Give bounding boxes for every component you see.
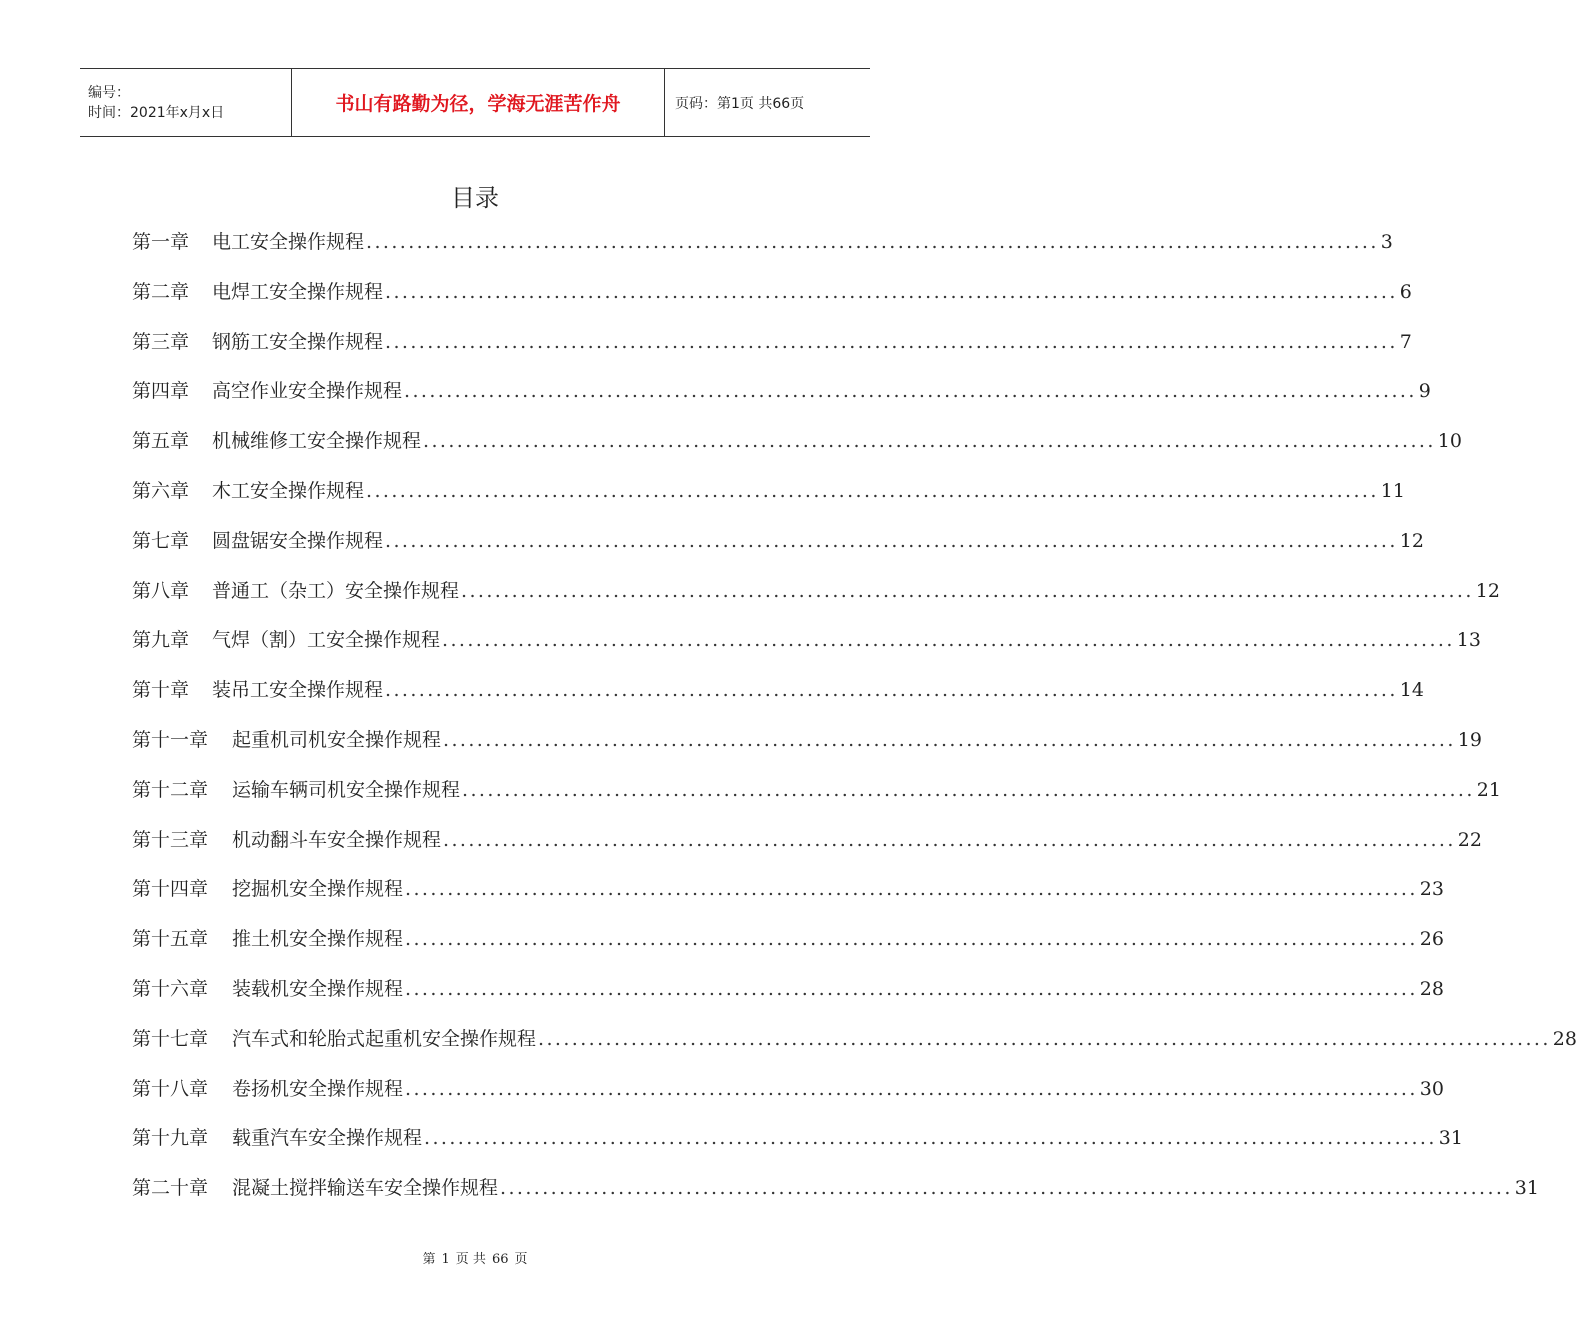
toc-chapter-number: 第一章 xyxy=(132,231,190,253)
toc-page-number: 23 xyxy=(1419,878,1444,901)
toc-chapter-number: 第四章 xyxy=(132,380,190,403)
toc-page-number: 3 xyxy=(1380,231,1393,253)
toc-page-number: 13 xyxy=(1456,629,1481,652)
toc-chapter-title: 载重汽车安全操作规程 xyxy=(232,1127,423,1150)
toc-entry[interactable] xyxy=(132,874,1444,924)
toc-entry[interactable] xyxy=(132,576,1500,626)
toc-entry[interactable] xyxy=(132,924,1444,974)
footer-total-pages: 66 xyxy=(491,1252,509,1267)
toc-leader-dots: ........................................................................................................................ xyxy=(442,629,1455,652)
toc-entry[interactable] xyxy=(132,476,1405,526)
toc-leader-dots: ........................................................................................................................ xyxy=(405,977,1418,1000)
toc-leader-dots: ........................................................................................................................ xyxy=(385,529,1398,552)
toc-chapter-number: 第十二章 xyxy=(132,778,209,801)
header-slogan xyxy=(291,69,665,136)
toc-chapter-number: 第十八章 xyxy=(132,1077,209,1100)
toc-leader-dots: ........................................................................................................................ xyxy=(423,430,1436,453)
time-label: 时间：2021年x月x日 xyxy=(88,104,225,121)
toc-entry[interactable] xyxy=(132,1173,1539,1223)
toc-chapter-title: 普通工（杂工）安全操作规程 xyxy=(212,579,460,602)
toc-page-number: 9 xyxy=(1418,380,1431,403)
toc-page-number: 14 xyxy=(1399,679,1424,702)
toc-entry[interactable] xyxy=(132,725,1482,775)
number-label: 编号： xyxy=(88,84,130,101)
toc-chapter-title: 推土机安全操作规程 xyxy=(232,928,404,951)
toc-leader-dots: ........................................................................................................................ xyxy=(424,1127,1437,1150)
toc-chapter-number: 第九章 xyxy=(132,629,190,652)
toc-chapter-title: 机械维修工安全操作规程 xyxy=(212,430,422,453)
toc-chapter-title: 气焊（割）工安全操作规程 xyxy=(212,629,441,652)
toc-chapter-title: 装载机安全操作规程 xyxy=(232,977,404,1000)
toc-chapter-number: 第十一章 xyxy=(132,728,209,751)
toc-page-number: 30 xyxy=(1419,1077,1444,1100)
toc-chapter-title: 起重机司机安全操作规程 xyxy=(232,728,442,751)
toc-chapter-number: 第十七章 xyxy=(132,1027,209,1050)
toc-leader-dots: ........................................................................................................................ xyxy=(385,280,1398,303)
toc-chapter-number: 第十五章 xyxy=(132,928,209,951)
toc-entry[interactable] xyxy=(132,277,1412,327)
toc-page-number: 11 xyxy=(1380,479,1405,502)
toc-leader-dots: ........................................................................................................................ xyxy=(462,778,1475,801)
toc-chapter-number: 第十章 xyxy=(132,679,190,702)
toc-chapter-title: 高空作业安全操作规程 xyxy=(212,380,403,403)
toc-chapter-title: 装吊工安全操作规程 xyxy=(212,679,384,702)
toc-entry[interactable] xyxy=(132,426,1462,476)
toc-chapter-title: 汽车式和轮胎式起重机安全操作规程 xyxy=(232,1027,537,1050)
toc-chapter-title: 钢筋工安全操作规程 xyxy=(212,330,384,353)
toc-page-number: 7 xyxy=(1399,330,1412,353)
toc-page-number: 22 xyxy=(1457,828,1482,851)
page-header xyxy=(80,68,870,137)
toc-entry[interactable] xyxy=(132,327,1412,377)
toc-entry[interactable] xyxy=(132,526,1424,576)
footer-suffix: 页 xyxy=(514,1252,528,1267)
toc-chapter-title: 挖掘机安全操作规程 xyxy=(232,878,404,901)
toc-page-number: 31 xyxy=(1514,1177,1539,1200)
toc-entry[interactable] xyxy=(132,675,1424,725)
toc-leader-dots: ........................................................................................................................ xyxy=(385,679,1398,702)
toc-chapter-title: 运输车辆司机安全操作规程 xyxy=(232,778,461,801)
toc-leader-dots: ........................................................................................................................ xyxy=(385,330,1398,353)
toc-chapter-title: 卷扬机安全操作规程 xyxy=(232,1077,404,1100)
toc-chapter-title: 圆盘锯安全操作规程 xyxy=(212,529,384,552)
toc-entry[interactable] xyxy=(132,1024,1577,1074)
toc-entry[interactable] xyxy=(132,625,1481,675)
toc-page-number: 26 xyxy=(1419,928,1444,951)
toc-chapter-number: 第八章 xyxy=(132,579,190,602)
toc-chapter-title: 电焊工安全操作规程 xyxy=(212,280,384,303)
footer-prefix: 第 xyxy=(422,1252,436,1267)
toc-leader-dots: ........................................................................................................................ xyxy=(443,728,1456,751)
toc-page-number: 28 xyxy=(1552,1027,1577,1050)
toc-entry[interactable] xyxy=(132,974,1444,1024)
header-page-info xyxy=(665,69,870,136)
toc-leader-dots: ........................................................................................................................ xyxy=(538,1027,1551,1050)
slogan-text: 书山有路勤为径，学海无涯苦作舟 xyxy=(335,93,621,115)
toc-chapter-title: 机动翻斗车安全操作规程 xyxy=(232,828,442,851)
toc-entry[interactable] xyxy=(132,1123,1463,1173)
footer-page-number: 1 xyxy=(441,1252,450,1267)
toc-chapter-number: 第二章 xyxy=(132,280,190,303)
toc-page-number: 19 xyxy=(1457,728,1482,751)
toc-chapter-title: 电工安全操作规程 xyxy=(212,231,365,253)
toc-page-number: 21 xyxy=(1476,778,1501,801)
toc-page-number: 6 xyxy=(1399,280,1412,303)
toc-chapter-number: 第五章 xyxy=(132,430,190,453)
toc-chapter-number: 第七章 xyxy=(132,529,190,552)
toc-chapter-number: 第十九章 xyxy=(132,1127,209,1150)
page-footer xyxy=(0,1248,950,1267)
toc-chapter-title: 木工安全操作规程 xyxy=(212,479,365,502)
toc-page-number: 10 xyxy=(1437,430,1462,453)
toc-entry[interactable] xyxy=(132,1074,1444,1124)
page-info-text: 页码：第1页 共66页 xyxy=(675,95,805,112)
toc-entry[interactable] xyxy=(132,775,1501,825)
toc-leader-dots: ........................................................................................................................ xyxy=(366,231,1379,253)
toc-entry[interactable] xyxy=(132,227,1393,277)
header-meta xyxy=(80,69,291,136)
toc-leader-dots: ........................................................................................................................ xyxy=(405,928,1418,951)
toc-page-number: 12 xyxy=(1475,579,1500,602)
toc-page-number: 31 xyxy=(1438,1127,1463,1150)
toc-chapter-number: 第十四章 xyxy=(132,878,209,901)
toc-page-number: 28 xyxy=(1419,977,1444,1000)
toc-chapter-number: 第三章 xyxy=(132,330,190,353)
toc-chapter-number: 第二十章 xyxy=(132,1177,209,1200)
toc-leader-dots: ........................................................................................................................ xyxy=(404,380,1417,403)
toc-leader-dots: ........................................................................................................................ xyxy=(405,878,1418,901)
toc-chapter-number: 第十六章 xyxy=(132,977,209,1000)
toc-page-number: 12 xyxy=(1399,529,1424,552)
toc-chapter-number: 第六章 xyxy=(132,479,190,502)
toc-chapter-number: 第十三章 xyxy=(132,828,209,851)
toc-leader-dots: ........................................................................................................................ xyxy=(405,1077,1418,1100)
table-of-contents xyxy=(132,227,1577,1223)
toc-leader-dots: ........................................................................................................................ xyxy=(443,828,1456,851)
toc-leader-dots: ........................................................................................................................ xyxy=(500,1177,1513,1200)
toc-leader-dots: ........................................................................................................................ xyxy=(366,479,1379,502)
toc-entry[interactable] xyxy=(132,376,1431,426)
page-title: 目录 xyxy=(451,184,499,212)
toc-entry[interactable] xyxy=(132,825,1482,875)
toc-chapter-title: 混凝土搅拌输送车安全操作规程 xyxy=(232,1177,499,1200)
footer-mid: 页 共 xyxy=(455,1252,486,1267)
toc-leader-dots: ........................................................................................................................ xyxy=(461,579,1474,602)
